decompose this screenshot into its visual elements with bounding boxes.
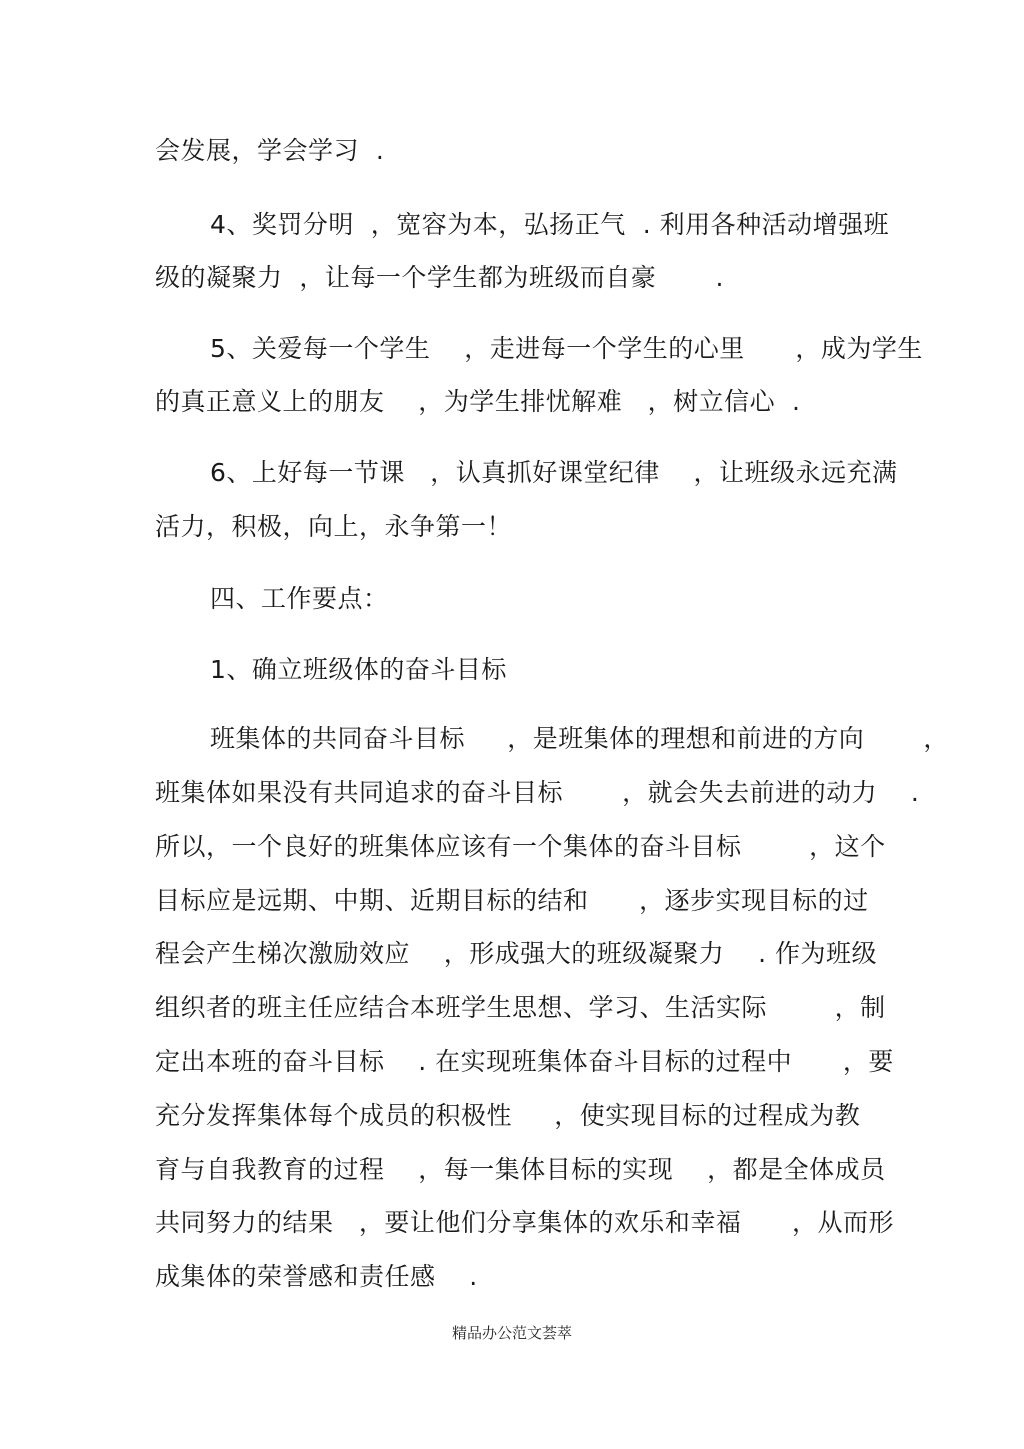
text-line: 班集体的共同奋斗目标 ，是班集体的理想和前进的方向 ， bbox=[210, 724, 949, 753]
text-line: 活力，积极，向上，永争第一！ bbox=[155, 512, 513, 541]
text-line: 级的凝聚力 ，让每一个学生都为班级而自豪 . bbox=[155, 263, 724, 292]
text-line: 会发展，学会学习 . bbox=[155, 136, 385, 165]
text-line: 育与自我教育的过程 ，每一集体目标的实现 ，都是全体成员 bbox=[155, 1155, 886, 1184]
section-heading: 四、工作要点： bbox=[210, 584, 389, 613]
page-footer: 精品办公范文荟萃 bbox=[451, 1324, 572, 1342]
text-line: 充分发挥集体每个成员的积极性 ，使实现目标的过程成为教 bbox=[155, 1101, 861, 1130]
text-line: 目标应是远期、中期、近期目标的结和 ，逐步实现目标的过 bbox=[155, 886, 869, 915]
text-line: 5、关爱每一个学生 ，走进每一个学生的心里 ，成为学生 bbox=[210, 334, 923, 363]
subsection-heading: 1、确立班级体的奋斗目标 bbox=[210, 655, 507, 684]
text-line: 程会产生梯次激励效应 ，形成强大的班级凝聚力 . 作为班级 bbox=[155, 939, 877, 968]
text-line: 所以，一个良好的班集体应该有一个集体的奋斗目标 ，这个 bbox=[155, 832, 886, 861]
text-line: 4、奖罚分明 ，宽容为本，弘扬正气 . 利用各种活动增强班 bbox=[210, 210, 890, 239]
text-line: 共同努力的结果 ，要让他们分享集体的欢乐和幸福 ，从而形 bbox=[155, 1208, 895, 1237]
text-line: 班集体如果没有共同追求的奋斗目标 ，就会失去前进的动力 . bbox=[155, 778, 920, 807]
text-line: 成集体的荣誉感和责任感 . bbox=[155, 1262, 478, 1291]
text-line: 6、上好每一节课 ，认真抓好课堂纪律 ，让班级永远充满 bbox=[210, 458, 898, 487]
text-line: 的真正意义上的朋友 ，为学生排忧解难 ，树立信心 . bbox=[155, 387, 801, 416]
text-line: 定出本班的奋斗目标 . 在实现班集体奋斗目标的过程中 ，要 bbox=[155, 1047, 894, 1076]
text-line: 组织者的班主任应结合本班学生思想、学习、生活实际 ，制 bbox=[155, 993, 886, 1022]
